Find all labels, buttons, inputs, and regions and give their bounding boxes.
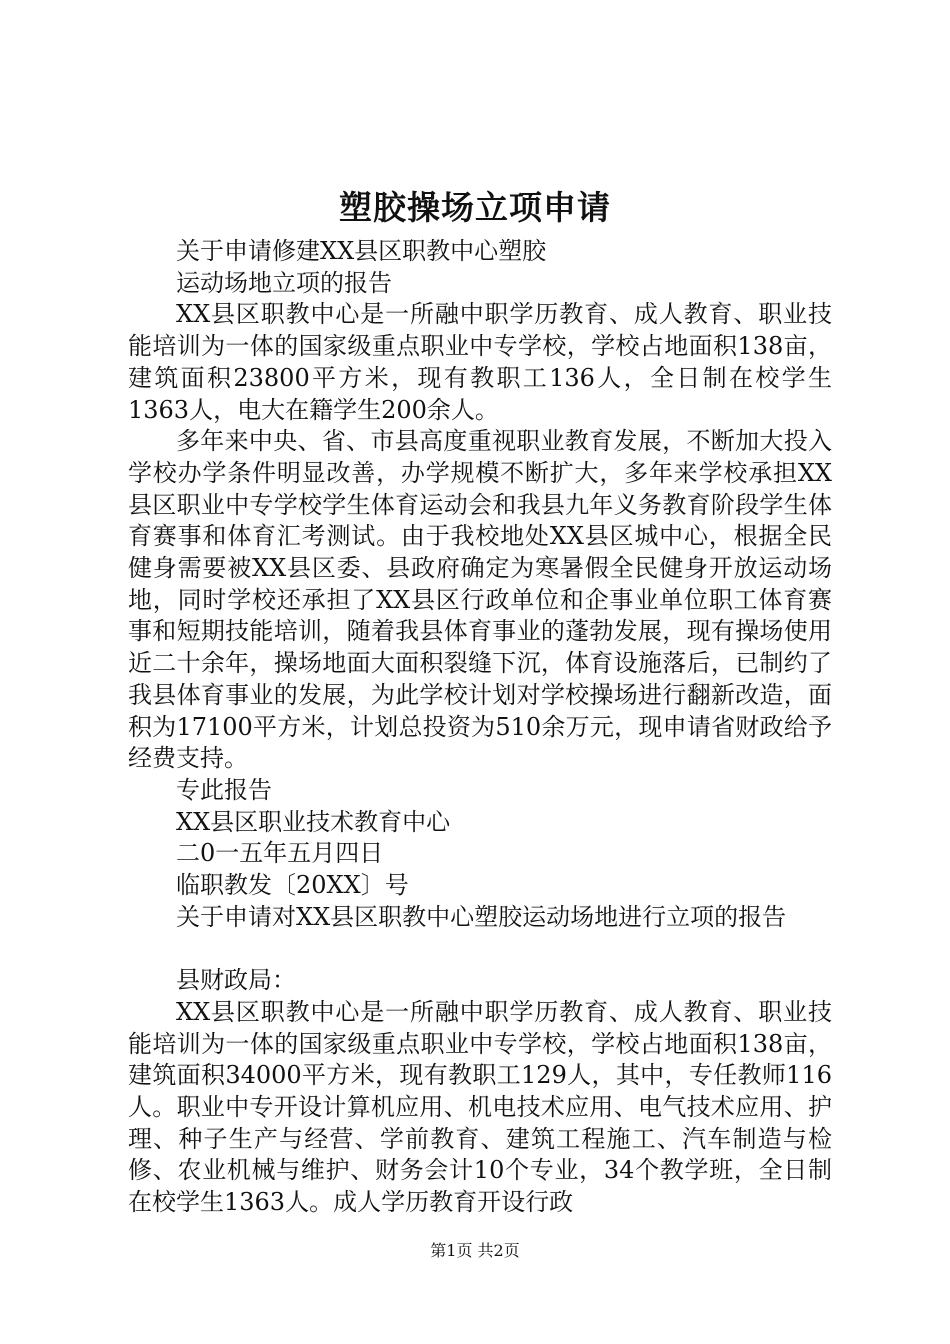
- document-body: [128, 236, 832, 1219]
- paragraph-school-overview: XX县区职教中心是一所融中职学历教育、成人教育、职业技能培训为一体的国家级重点职业中专学校，学校占地面积138亩，建筑面积34000平方米，现有教职工129人，其中，专任教师116人。职业中专开设计算机应用、机电技术应用、电气技术应用、护理、种子生产与经营、学前教育、建筑工程施工、汽车制造与检修、农业机械与维护、财务会计10个专业，34个教学班，全日制在校学生1363人。成人学历教育开设行政: [128, 997, 832, 1217]
- signature-date: 二0一五年五月四日: [176, 839, 384, 868]
- addressee: 县财政局：: [176, 966, 296, 995]
- document-title: 塑胶操场立项申请: [339, 188, 611, 227]
- second-report-title: 关于申请对XX县区职教中心塑胶运动场地进行立项的报告: [176, 902, 787, 931]
- page-footer: 第1页 共2页: [430, 1241, 520, 1260]
- document-number: 临职教发〔20XX〕号: [176, 871, 409, 900]
- subject-line-2: 运动场地立项的报告: [176, 268, 392, 297]
- paragraph-intro: XX县区职教中心是一所融中职学历教育、成人教育、职业技能培训为一体的国家级重点职业中专学校，学校占地面积138亩，建筑面积23800平方米，现有教职工136人，全日制在校学生1363人，电大在籍学生200余人。: [128, 300, 832, 424]
- closing-line: 专此报告: [176, 775, 272, 804]
- subject-line-1: 关于申请修建XX县区职教中心塑胶: [176, 237, 547, 265]
- paragraph-background: 多年来中央、省、市县高度重视职业教育发展，不断加大投入学校办学条件明显改善，办学规模不断扩大，多年来学校承担XX县区职业中专学校学生体育运动会和我县九年义务教育阶段学生体育赛事和体育汇考测试。由于我校地处XX县区城中心，根据全民健身需要被XX县区委、县政府确定为寒暑假全民健身开放运动场地，同时学校还承担了XX县区行政单位和企事业单位职工体育赛事和短期技能培训，随着我县体育事业的蓬勃发展，现有操场使用近二十余年，操场地面大面积裂缝下沉，体育设施落后，已制约了我县体育事业的发展，为此学校计划对学校操场进行翻新改造，面积为17100平方米，计划总投资为510余万元，现申请省财政给予经费支持。: [128, 427, 832, 773]
- signature-organization: XX县区职业技术教育中心: [176, 807, 451, 836]
- blank-line: [128, 933, 832, 965]
